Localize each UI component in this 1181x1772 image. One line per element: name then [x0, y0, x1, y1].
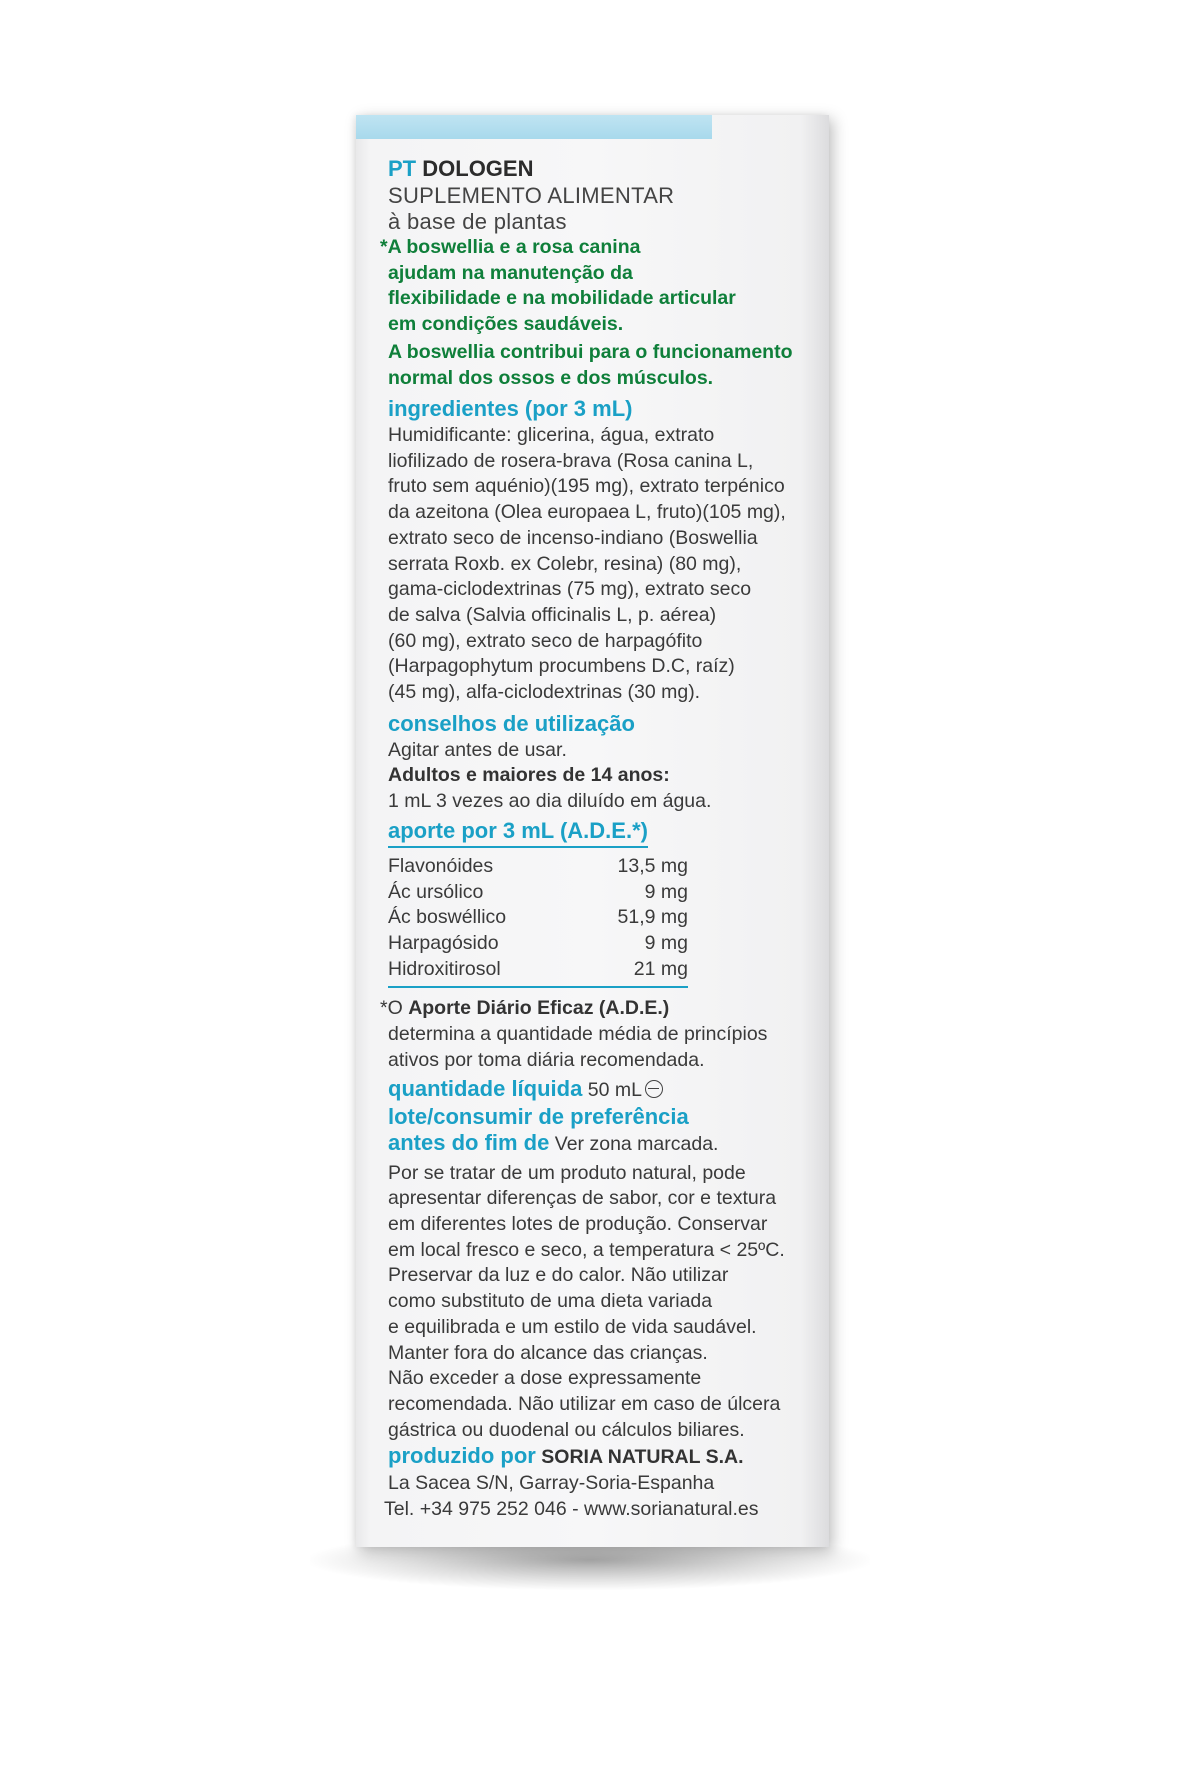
producer-name: SORIA NATURAL S.A.	[541, 1446, 744, 1469]
table-row: Harpagósido 9 mg	[388, 931, 688, 954]
ade-heading: aporte por 3 mL (A.D.E.*)	[388, 817, 648, 848]
estimated-sign-icon	[645, 1080, 663, 1098]
table-row: Ác ursólico 9 mg	[388, 880, 688, 903]
lot-label-line-2: antes do fim de	[388, 1129, 550, 1155]
subtitle-line-1: SUPLEMENTO ALIMENTAR	[388, 183, 675, 208]
net-quantity-label: quantidade líquida	[388, 1076, 583, 1102]
ade-table	[388, 854, 688, 989]
table-row: Hidroxitirosol 21 mg	[388, 957, 688, 980]
lot-expiry	[388, 1104, 818, 1157]
lot-label-line-1: lote/consumir de preferência	[388, 1104, 689, 1130]
top-color-bar	[356, 115, 712, 139]
ingredients-heading: ingredientes (por 3 mL)	[388, 396, 633, 421]
producer-label: produzido por	[388, 1443, 536, 1469]
table-row: Ác boswéllico 51,9 mg	[388, 906, 688, 929]
subtitle-line-2: à base de plantas	[388, 209, 567, 234]
table-row: Flavonóides 13,5 mg	[388, 854, 688, 877]
producer-address: La Sacea S/N, Garray-Soria-Espanha	[388, 1472, 715, 1495]
lot-value: Ver zona marcada.	[554, 1132, 719, 1155]
claim-flexibility: *A boswellia e a rosa canina ajudam na manutenção da flexibilidade e na mobilidade articular em condições saudáveis.	[380, 236, 736, 335]
warnings-text: Por se tratar de um produto natural, pode apresentar diferenças de sabor, cor e textura em diferentes lotes de produção. Conservar em local fresco e seco, a temperatura < 25ºC. Preservar da luz e do calor. Não utilizar como substituto de uma dieta variada e equilibrada e um estilo de vida saudável. Manter fora do alcance das crianças. Não exceder a dose expressamente recomendada. Não utilizar em caso de úlcera gástrica ou duodenal ou cálculos biliares.	[388, 1161, 785, 1441]
label-content	[380, 155, 818, 1522]
net-quantity-value: 50 mL	[587, 1079, 642, 1102]
product-box-panel	[356, 115, 829, 1547]
producer	[384, 1443, 818, 1522]
usage-heading: conselhos de utilização	[388, 710, 635, 736]
ade-footnote: *O Aporte Diário Eficaz (A.D.E.) determina a quantidade média de princípios ativos por toma diária recomendada.	[380, 997, 768, 1071]
net-quantity	[388, 1076, 818, 1104]
usage-shake: Agitar antes de usar.	[388, 738, 567, 761]
producer-contact: Tel. +34 975 252 046 - www.sorianatural.es	[384, 1497, 759, 1520]
usage-adults: Adultos e maiores de 14 anos:	[388, 764, 670, 787]
language-code: PT	[388, 156, 417, 181]
product-title	[388, 155, 818, 183]
usage-dose: 1 mL 3 vezes ao dia diluído em água.	[388, 790, 712, 813]
brand-name: DOLOGEN	[422, 156, 534, 181]
ingredients-list: Humidificante: glicerina, água, extrato liofilizado de rosera-brava (Rosa canina L, fruto sem aquénio)(195 mg), extrato terpénico da azeitona (Olea europaea L, fruto)(105 mg), extrato seco de incenso-indiano (Boswellia serrata Roxb. ex Colebr, resina) (80 mg), gama-ciclodextrinas (75 mg), extrato seco de salva (Salvia officinalis L, p. aérea) (60 mg), extrato seco de harpagófito (Harpagophytum procumbens D.C, raíz) (45 mg), alfa-ciclodextrinas (30 mg).	[388, 424, 786, 704]
claim-bones-muscles: A boswellia contribui para o funcionamento normal dos ossos e dos músculos.	[388, 341, 793, 389]
